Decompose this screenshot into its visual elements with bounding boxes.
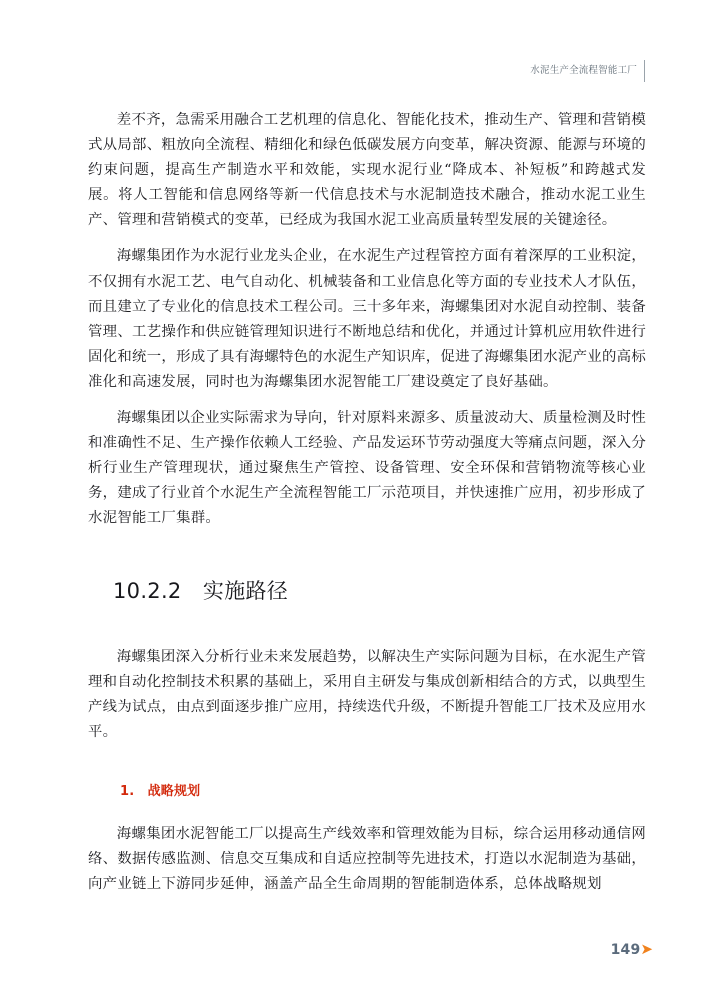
subsection-heading: 1. 战略规划 [120,784,201,800]
body-paragraph-2: 海螺集团作为水泥行业龙头企业，在水泥生产过程管控方面有着深厚的工业积淀，不仅拥有水泥工艺、电气自动化、机械装备和工业信息化等方面的专业技术人才队伍，而且建立了专业化的信息技术工程公司。三十多年来，海螺集团对水泥自动控制、装备管理、工艺操作和供应链管理知识进行不断地总结和优化，并通过计算机应用软件进行固化和统一，形成了具有海螺特色的水泥生产知识库，促进了海螺集团水泥产业的高标准化和高速发展，同时也为海螺集团水泥智能工厂建设奠定了良好基础。 [88,248,646,390]
header-divider-rule [644,60,645,82]
page-content-column [88,108,646,897]
body-paragraph-1: 差不齐，急需采用融合工艺机理的信息化、智能化技术，推动生产、管理和营销模式从局部、粗放向全流程、精细化和绿色低碳发展方向变革，解决资源、能源与环境的约束问题，提高生产制造水平和效能，实现水泥行业“降成本、补短板”和跨越式发展。将人工智能和信息网络等新一代信息技术与水泥制造技术融合，推动水泥工业生产、管理和营销模式的变革，已经成为我国水泥工业高质量转型发展的关键途径。 [88,112,646,229]
section-heading: 10.2.2 实施路径 [113,578,289,603]
section-heading-block [88,579,646,604]
subsection-paragraph: 海螺集团水泥智能工厂以提高生产线效率和管理效能为目标，综合运用移动通信网络、数据传感监测、信息交互集成和自适应控制等先进技术，打造以水泥制造为基础，向产业链上下游同步延伸，涵盖产品全生命周期的智能制造体系，总体战略规划 [88,825,646,892]
running-header-title: 水泥生产全流程智能工厂 [530,65,637,77]
subsection-heading-block [88,784,646,800]
page-running-header [530,62,645,80]
body-paragraph-3: 海螺集团以企业实际需求为导向，针对原料来源多、质量波动大、质量检测及时性和准确性不足、生产操作依赖人工经验、产品发运环节劳动强度大等痛点问题，深入分析行业生产管理现状，通过聚焦生产管控、设备管理、安全环保和营销物流等核心业务，建成了行业首个水泥生产全流程智能工厂示范项目，并快速推广应用，初步形成了水泥智能工厂集群。 [88,410,646,527]
section-intro-paragraph: 海螺集团深入分析行业未来发展趋势，以解决生产实际问题为目标，在水泥生产管理和自动化控制技术积累的基础上，采用自主研发与集成创新相结合的方式，以典型生产线为试点，由点到面逐步推广应用，持续迭代升级，不断提升智能工厂技术及应用水平。 [88,648,646,740]
chevron-right-icon: ➤ [640,940,653,958]
page-number: 149 [610,942,641,958]
page-footer [611,942,653,957]
